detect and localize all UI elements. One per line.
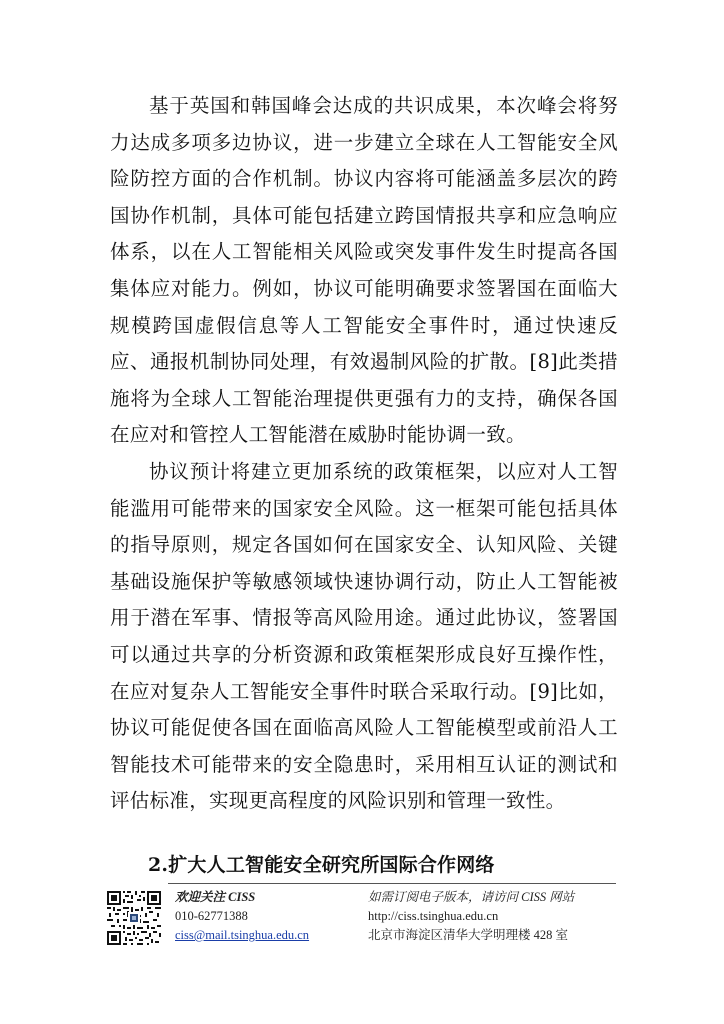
section-heading: 2.扩大人工智能安全研究所国际合作网络 [148, 854, 495, 876]
document-body [110, 88, 618, 820]
footer-row-3 [175, 926, 620, 945]
website-link[interactable]: http://ciss.tsinghua.edu.cn [368, 909, 499, 923]
footer-row-1 [175, 888, 620, 907]
footer-divider [168, 883, 616, 884]
paragraph-2: 协议预计将建立更加系统的政策框架，以应对人工智能滥用可能带来的国家安全风险。这一框架可能包括具体的指导原则，规定各国如何在国家安全、认知风险、关键基础设施保护等敏感领域快速协调行动，防止人工智能被用于潜在军事、情报等高风险用途。通过此协议，签署国可以通过共享的分析资源和政策框架形成良好互操作性，在应对复杂人工智能安全事件时联合采取行动。[9]比如，协议可能促使各国在面临高风险人工智能模型或前沿人工智能技术可能带来的安全隐患时，采用相互认证的测试和评估标准，实现更高程度的风险识别和管理一致性。 [110, 459, 618, 813]
office-address: 北京市海淀区清华大学明理楼 428 室 [368, 928, 569, 942]
paragraph-1: 基于英国和韩国峰会达成的共识成果，本次峰会将努力达成多项多边协议，进一步建立全球在人工智能安全风险防控方面的合作机制。协议内容将可能涵盖多层次的跨国协作机制，具体可能包括建立跨国情报共享和应急响应体系，以在人工智能相关风险或突发事件发生时提高各国集体应对能力。例如，协议可能明确要求签署国在面临大规模跨国虚假信息等人工智能安全事件时，通过快速反应、通报机制协同处理，有效遏制风险的扩散。[8]此类措施将为全球人工智能治理提供更强有力的支持，确保各国在应对和管控人工智能潜在威胁时能协调一致。 [110, 94, 618, 447]
subscribe-note: 如需订阅电子版本，请访问 CISS 网站 [368, 890, 575, 904]
phone-number: 010-62771388 [175, 909, 248, 923]
footer-row-2 [175, 907, 620, 926]
footer [175, 888, 620, 945]
follow-ciss-label: 欢迎关注 CISS [175, 890, 256, 904]
qr-code-icon [107, 891, 161, 945]
email-link[interactable]: ciss@mail.tsinghua.edu.cn [175, 928, 310, 942]
